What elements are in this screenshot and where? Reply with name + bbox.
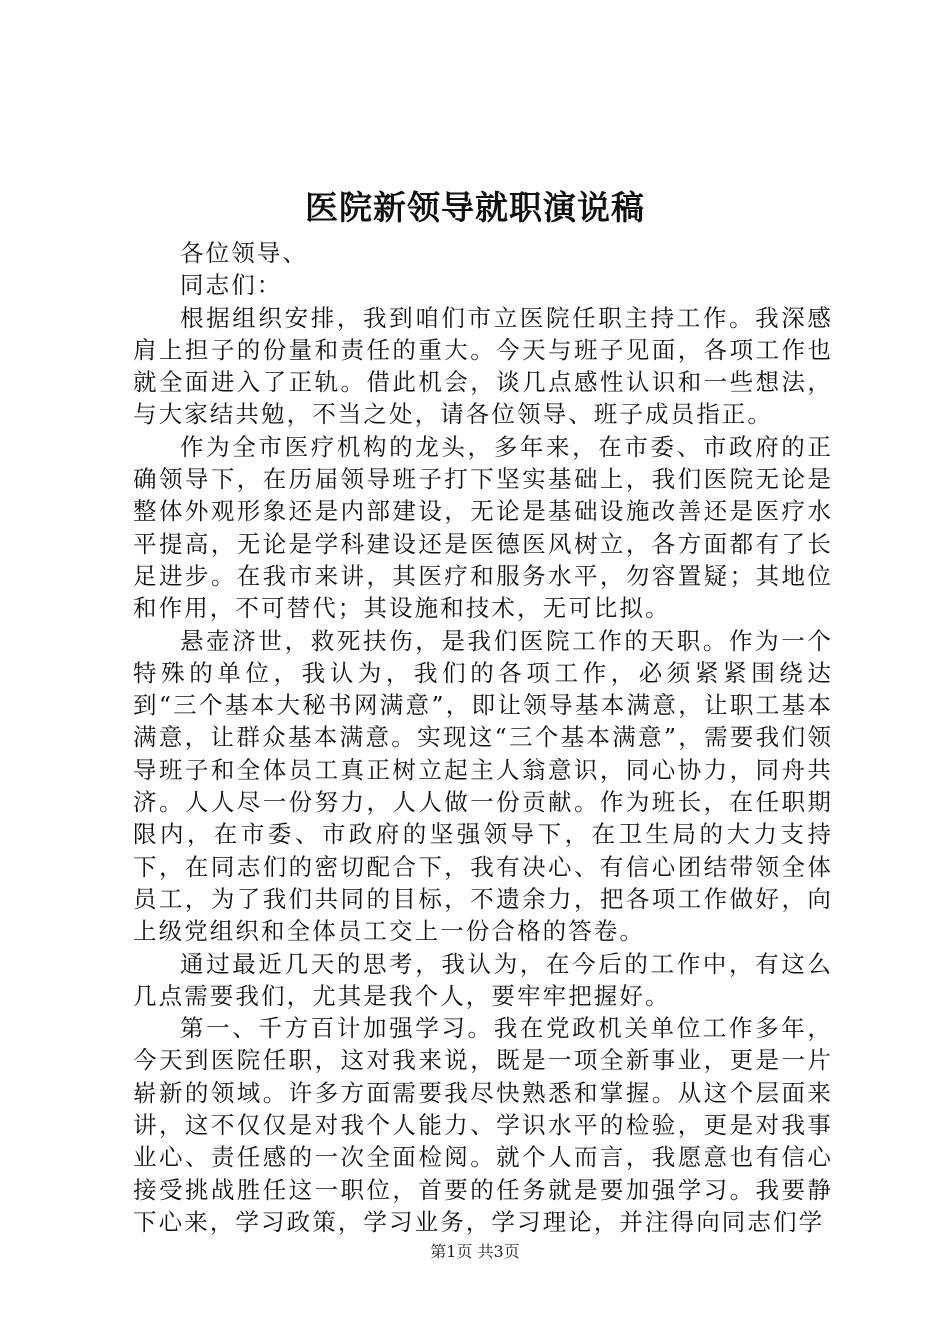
paragraph: 作为全市医疗机构的龙头，多年来，在市委、市政府的正确领导下，在历届领导班子打下坚实基础上，我们医院无论是整体外观形象还是内部建设，无论是基础设施改善还是医疗水平提高，无论是学科建设还是医德医风树立，各方面都有了长足进步。在我市来讲，其医疗和服务水平，勿容置疑；其地位和作用，不可替代；其设施和技术，无可比拟。 bbox=[133, 432, 833, 623]
document-title: 医院新领导就职演说稿 bbox=[305, 188, 645, 227]
document-body bbox=[133, 237, 833, 1238]
paragraph: 通过最近几天的思考，我认为，在今后的工作中，有这么几点需要我们，尤其是我个人，要牢牢把握好。 bbox=[133, 949, 833, 1010]
page-footer: 第1页 共3页 bbox=[430, 1242, 520, 1261]
salutation-line-2: 同志们： bbox=[180, 271, 283, 300]
paragraph: 根据组织安排，我到咱们市立医院任职主持工作。我深感肩上担子的份量和责任的重大。今天与班子见面，各项工作也就全面进入了正轨。借此机会，谈几点感性认识和一些想法，与大家结共勉，不当之处，请各位领导、班子成员指正。 bbox=[133, 303, 833, 429]
paragraph: 悬壶济世，救死扶伤，是我们医院工作的天职。作为一个特殊的单位，我认为，我们的各项工作，必须紧紧围绕达到“三个基本大秘书网满意”，即让领导基本满意，让职工基本满意，让群众基本满意。实现这“三个基本满意”，需要我们领导班子和全体员工真正树立起主人翁意识，同心协力，同舟共济。人人尽一份努力，人人做一份贡献。作为班长，在任职期限内，在市委、市政府的坚强领导下，在卫生局的大力支持下，在同志们的密切配合下，我有决心、有信心团结带领全体员工，为了我们共同的目标，不遗余力，把各项工作做好，向上级党组织和全体员工交上一份合格的答卷。 bbox=[133, 626, 833, 946]
salutation-line-1: 各位领导、 bbox=[180, 239, 308, 267]
paragraph: 第一、千方百计加强学习。我在党政机关单位工作多年，今天到医院任职，这对我来说，既是一项全新事业，更是一片崭新的领域。许多方面需要我尽快熟悉和掌握。从这个层面来讲，这不仅仅是对我个人能力、学识水平的检验，更是对我事业心、责任感的一次全面检阅。就个人而言，我愿意也有信心接受挑战胜任这一职位，首要的任务就是要加强学习。我要静下心来，学习政策，学习业务，学习理论，并注得向同志们学 bbox=[133, 1014, 833, 1236]
